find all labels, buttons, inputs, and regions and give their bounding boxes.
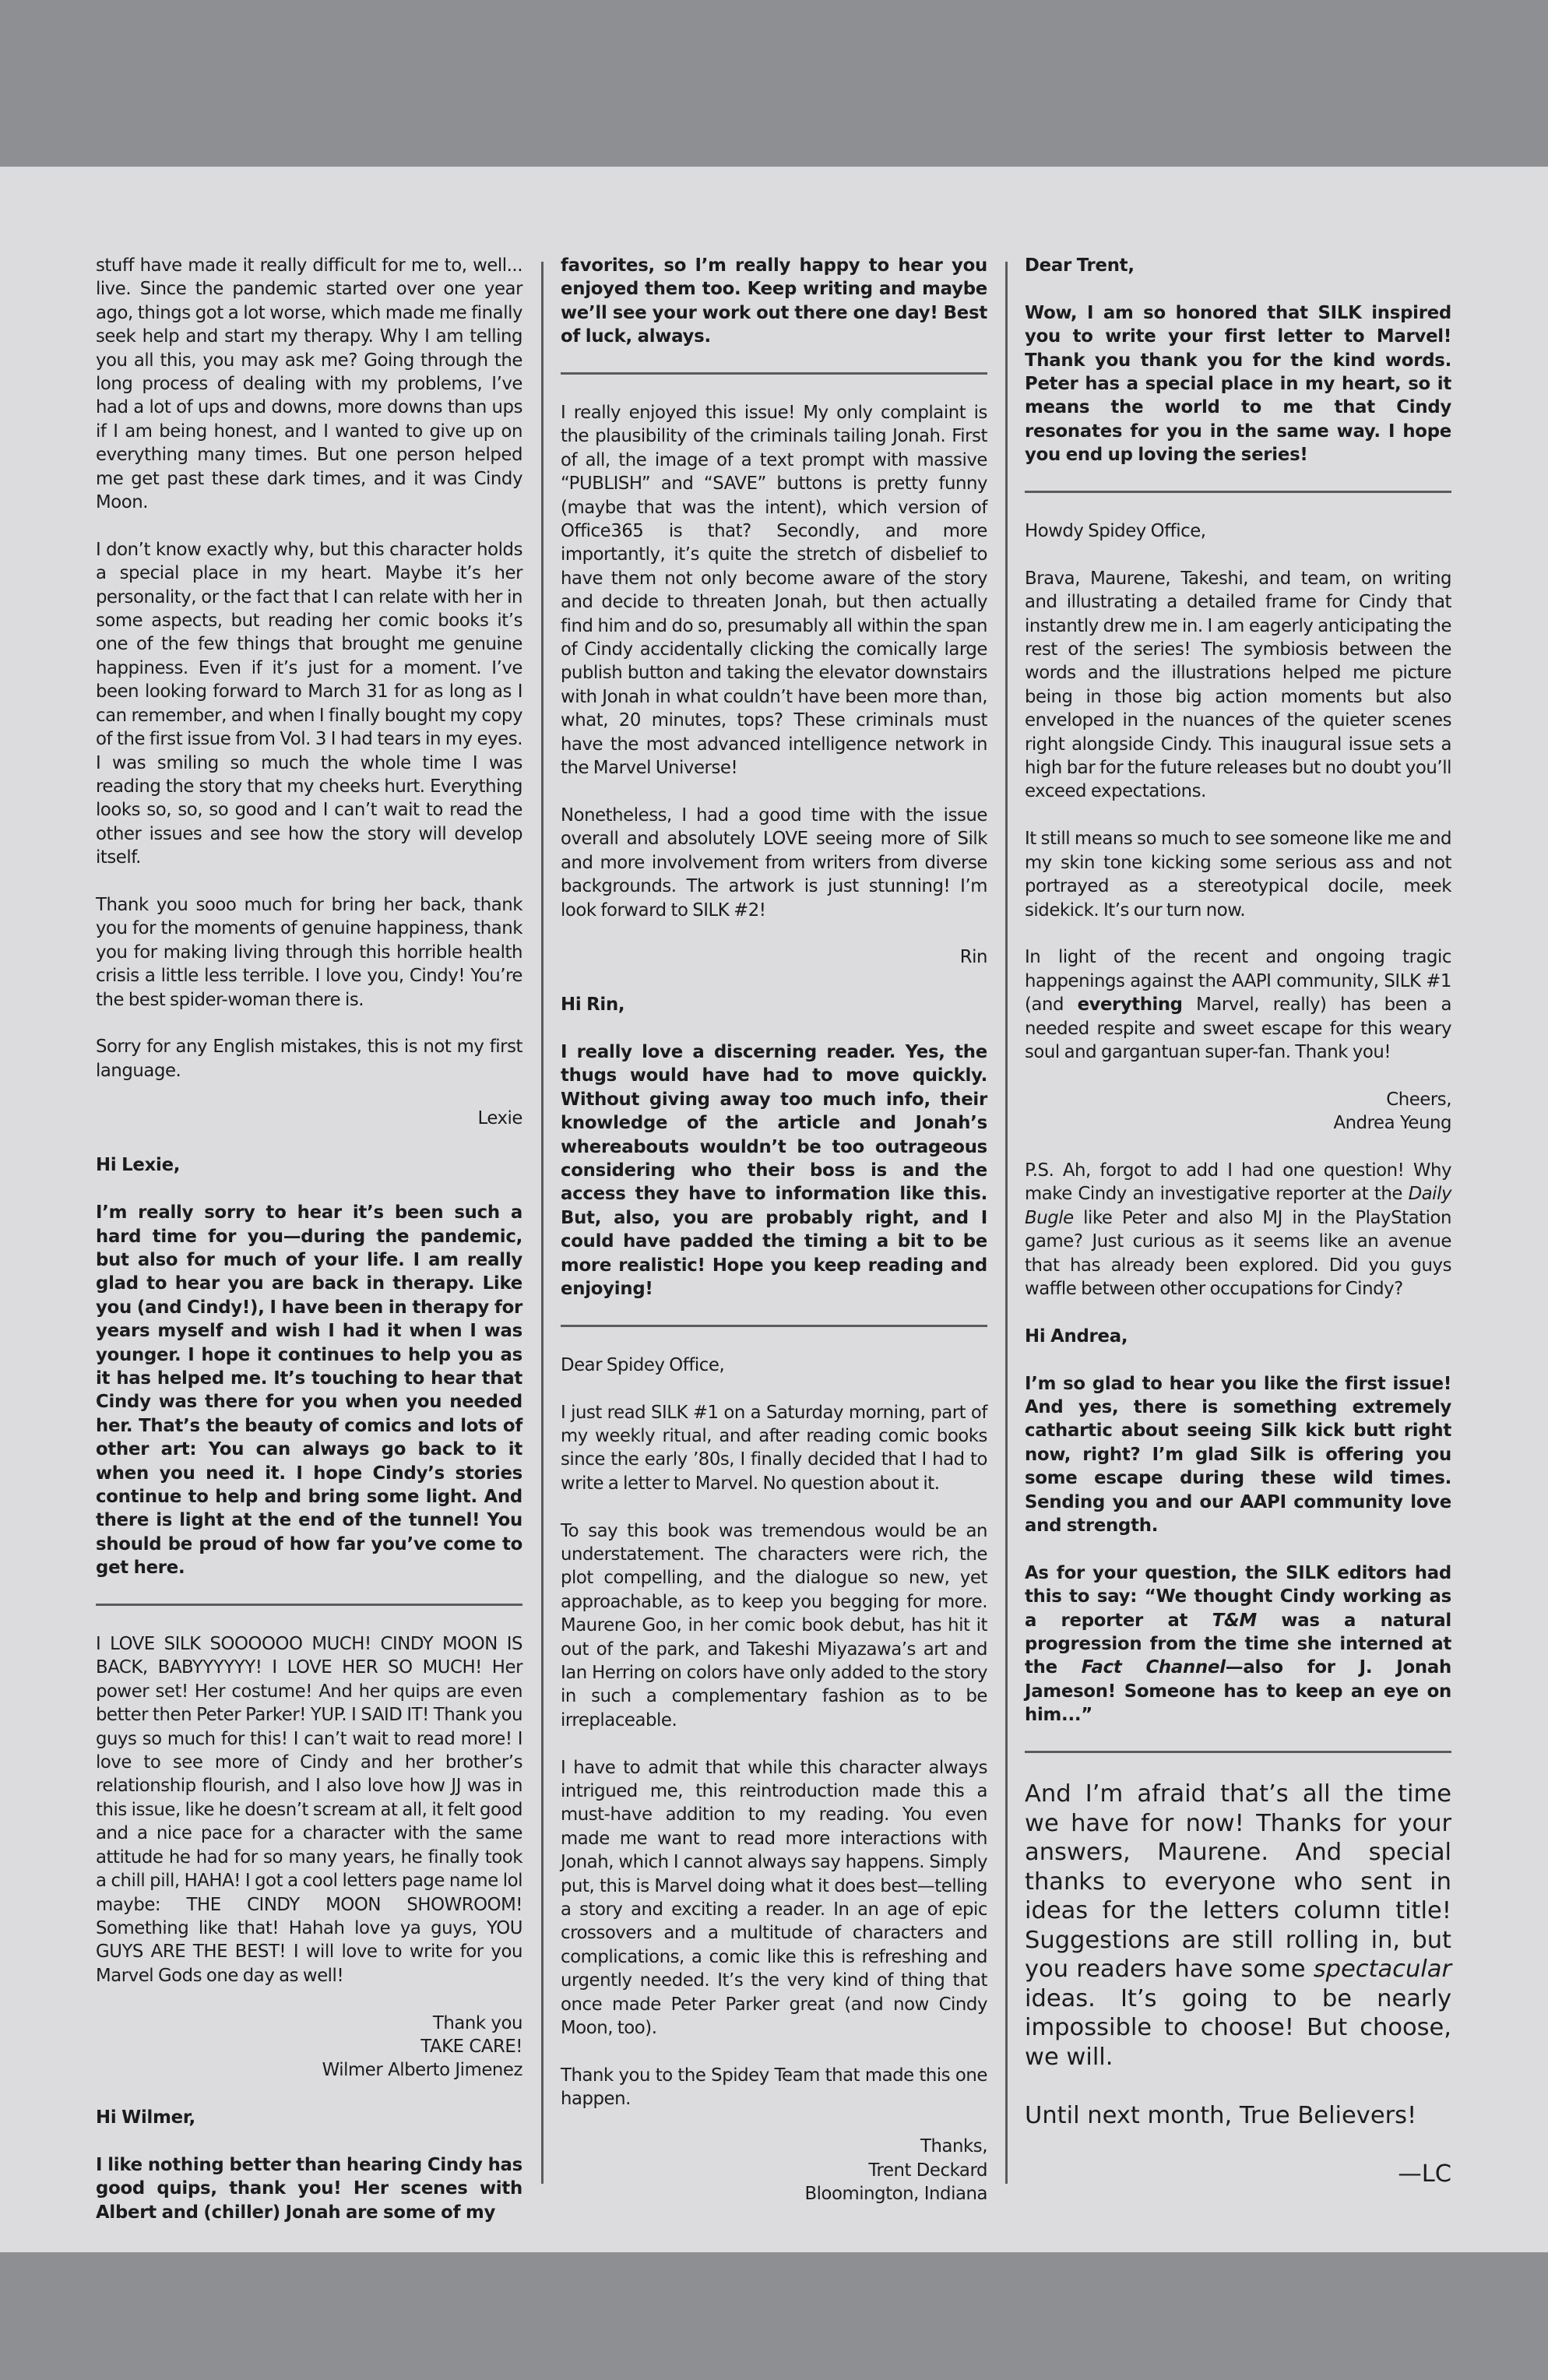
signature-line: Bloomington, Indiana — [804, 2183, 987, 2204]
letter-signature: Lexie — [477, 1107, 522, 1128]
bottom-band — [0, 2252, 1548, 2380]
signature-line: TAKE CARE! — [420, 2036, 522, 2057]
text-run: like Peter and also MJ in the PlayStation game? Just curious as it seems like an avenue that has already been explored. Did you guys waffle between other occupations for Cindy? — [1025, 1207, 1451, 1299]
publication-title: Fact Channel — [1081, 1657, 1226, 1678]
letter-signature: Rin — [959, 947, 987, 968]
letter-paragraph — [1025, 945, 1451, 1064]
section-rule — [561, 1325, 987, 1327]
text-run: was a natural progression from the time she interned at the — [1025, 1610, 1451, 1678]
reply-greeting: Dear Trent, — [1025, 255, 1135, 276]
letter-greeting: Dear Spidey Office, — [561, 1354, 725, 1375]
top-band — [0, 0, 1548, 167]
letter-signature — [561, 2135, 987, 2206]
section-rule — [561, 372, 987, 375]
letter-paragraph: I have to admit that while this character always intrigued me, this reintroduction made this a must-have addition to my reading. You even made me want to read more interactions with Jonah, which I cannot always say happens. Simply put, this is Marvel doing what it does best—telling a story and exciting a reader. In an age of epic crossovers and a multitude of characters and complications, a comic like this is refreshing and urgently needed. It’s the very kind of thing that once made Peter Parker great (and now Cindy Moon, too). — [561, 1757, 987, 2039]
publication-title: T&M — [1212, 1610, 1257, 1631]
letter-paragraph: Sorry for any English mistakes, this is not my first language. — [96, 1037, 522, 1081]
reply-paragraph: I’m really sorry to hear it’s been such a hard time for you—during the pandemic, but also for much of your life. I am really glad to hear you are back in therapy. Like you (and Cindy!), I have been in therapy for years myself and wish I had it when I was younger. I hope it continues to help you as it has helped me. It’s touching to hear that Cindy was there for you when you needed her. That’s the beauty of comics and lots of other art: You can always go back to it when you need it. I hope Cindy’s stories continue to help and bring some light. And there is light at the end of the tunnel! You should be proud of how far you’ve come to get here. — [96, 1202, 522, 1579]
signature-line: Trent Deckard — [868, 2160, 987, 2181]
text-run: Marvel, really) has been a needed respite and sweet escape for this weary soul and gargantuan super-fan. Thank you! — [1025, 995, 1451, 1062]
column-2 — [561, 254, 987, 2204]
signature-line: Andrea Yeung — [1333, 1113, 1451, 1134]
column-divider-1 — [541, 262, 544, 2184]
text-run: P.S. Ah, forgot to add I had one question! Why make Cindy an investigative reporter at the — [1025, 1160, 1451, 1205]
section-rule — [96, 1604, 522, 1606]
column-divider-2 — [1005, 262, 1008, 2184]
letter-signature — [1025, 1088, 1451, 1135]
letter-signature — [96, 2012, 522, 2082]
letter-paragraph: I LOVE SILK SOOOOOO MUCH! CINDY MOON IS BACK, BABYYYYYY! I LOVE HER SO MUCH! Her power set! Her costume! And her quips are even better then Peter Parker! YUP. I SAID IT! Thank you guys so much for this! I can’t wait to read more! I love to see more of Cindy and her brother’s relationship flourish, and I also love how JJ was in this issue, like he doesn’t scream at all, it felt good and a nice pace for a character with the same attitude he had for so many years, he finally took a chill pill, HAHA! I got a cool letters page name lol maybe: THE CINDY MOON SHOWROOM! Something like that! Hahah love ya guys, YOU GUYS ARE THE BEST! I will love to write for you Marvel Gods one day as well! — [96, 1634, 522, 1986]
closing-paragraph: Until next month, True Believers! — [1025, 2101, 1417, 2129]
letter-paragraph: stuff have made it really difficult for me to, well... live. Since the pandemic started over one year ago, things got a lot worse, which made me finally seek help and start my therapy. Why I am telling you all this, you may ask me? Going through the long process of dealing with my problems, I’ve had a lot of ups and downs, more downs than ups if I am being honest, and I wanted to give up on everything many times. But one person helped me get past these dark times, and it was Cindy Moon. — [96, 255, 522, 513]
letter-paragraph: It still means so much to see someone like me and my skin tone kicking some serious ass and not portrayed as a stereotypical docile, meek sidekick. It’s our turn now. — [1025, 829, 1451, 921]
letter-greeting: Howdy Spidey Office, — [1025, 521, 1206, 542]
reply-paragraph: favorites, so I’m really happy to hear you enjoyed them too. Keep writing and maybe we’ll see your work out there one day! Best of luck, always. — [561, 255, 987, 347]
reply-paragraph: I like nothing better than hearing Cindy has good quips, thank you! Her scenes with Albert and (chiller) Jonah are some of my — [96, 2154, 522, 2223]
text-run: —also for J. Jonah Jameson! Someone has to keep an eye on him...” — [1025, 1657, 1451, 1726]
reply-greeting: Hi Wilmer, — [96, 2107, 195, 2128]
letter-paragraph: Thank you sooo much for bring her back, thank you for the moments of genuine happiness, thank you for making living through this horrible health crisis a little less terrible. I love you, Cindy! You’re the best spider-woman there is. — [96, 894, 522, 1010]
section-rule — [1025, 491, 1451, 493]
column-3 — [1025, 254, 1451, 2188]
letter-postscript — [1025, 1159, 1451, 1301]
column-1 — [96, 254, 522, 2223]
signature-line: Thanks, — [920, 2136, 987, 2157]
text-run: As for your question, the SILK editors had this to say: “We thought Cindy working as a reporter at — [1025, 1562, 1451, 1631]
section-rule — [1025, 1751, 1451, 1753]
reply-paragraph: I’m so glad to hear you like the first issue! And yes, there is something extremely cathartic about seeing Silk kick butt right now, right? I’m glad Silk is offering you some escape during these wild times. Sending you and our AAPI community love and strength. — [1025, 1373, 1451, 1536]
letter-paragraph: Thank you to the Spidey Team that made this one happen. — [561, 2065, 987, 2110]
reply-greeting: Hi Andrea, — [1025, 1326, 1128, 1347]
letter-paragraph: I just read SILK #1 on a Saturday morning, part of my weekly ritual, and after reading comic books since the early ’80s, I finally decided that I had to write a letter to Marvel. No question about it. — [561, 1402, 987, 1494]
reply-paragraph: I really love a discerning reader. Yes, the thugs would have had to move quickly. Without giving away too much info, their knowledge of the article and Jonah’s whereabouts wouldn’t be too outrageous considering who their boss is and the access they have to information like this. But, also, you are probably right, and I could have padded the timing a bit to be more realistic! Hope you keep reading and enjoying! — [561, 1041, 987, 1299]
text-run: In light of the recent and ongoing tragic happenings against the AAPI community, SILK #1 (and — [1025, 947, 1451, 1016]
letter-paragraph: I don’t know exactly why, but this character holds a special place in my heart. Maybe it’s her personality, or the fact that I can relate with her in some aspects, but reading her comic books it’s one of the few things that brought me genuine happiness. Even if it’s just for a moment. I’ve been looking forward to March 31 for as long as I can remember, and when I finally bought my copy of the first issue from Vol. 3 I had tears in my eyes. I was smiling so much the whole time I was reading the story that my cheeks hurt. Everything looks so, so, so good and I can’t wait to read the other issues and see how the story will develop itself. — [96, 539, 522, 868]
signature-line: Wilmer Alberto Jimenez — [322, 2060, 522, 2081]
letter-paragraph: Nonetheless, I had a good time with the issue overall and absolutely LOVE seeing more of Silk and more involvement from writers from diverse backgrounds. The artwork is just stunning! I’m look forward to SILK #2! — [561, 804, 987, 921]
letter-paragraph: To say this book was tremendous would be an understatement. The characters were rich, the plot compelling, and the dialogue so new, yet approachable, as to keep you begging for more. Maurene Goo, in her comic book debut, has hit it out of the park, and Takeshi Miyazawa’s art and Ian Herring on colors have only added to the story in such a complementary fashion as to be irreplaceable. — [561, 1520, 987, 1730]
closing-paragraph — [1025, 1780, 1451, 2072]
reply-greeting: Hi Rin, — [561, 995, 625, 1016]
reply-paragraph: Wow, I am so honored that SILK inspired you to write your first letter to Marvel! Thank you thank you for the kind words. Peter has a special place in my heart, so it means the world to me that Cindy resonates for you in the same way. I hope you end up loving the series! — [1025, 302, 1451, 466]
reply-paragraph — [1025, 1561, 1451, 1727]
closing-signature: —LC — [1398, 2160, 1451, 2188]
signature-line: Thank you — [432, 2012, 522, 2033]
text-run: And I’m afraid that’s all the time we have for now! Thanks for your answers, Maurene. And special thanks to everyone who sent in ideas for the letters column title! Suggestions are still rolling in, but you readers have some — [1025, 1780, 1451, 1984]
letter-paragraph: Brava, Maurene, Takeshi, and team, on writing and illustrating a detailed frame for Cindy that instantly drew me in. I am eagerly anticipating the rest of the series! The symbiosis between the words and the illustrations helped me picture being in those big action moments but also enveloped in the nuances of the quieter scenes right alongside Cindy. This inaugural issue sets a high bar for the future releases but no doubt you’ll exceed expectations. — [1025, 568, 1451, 802]
letter-paragraph: I really enjoyed this issue! My only complaint is the plausibility of the criminals tailing Jonah. First of all, the image of a text prompt with massive “PUBLISH” and “SAVE” buttons is pretty funny (maybe that was the intent), which version of Office365 is that? Secondly, and more importantly, it’s quite the stretch of disbelief to have them not only become aware of the story and decide to threaten Jonah, but then actually find him and do so, presumably all within the span of Cindy accidentally clicking the comically large publish button and taking the elevator downstairs with Jonah in what couldn’t have been more than, what, 20 minutes, tops? These criminals must have the most advanced intelligence network in the Marvel Universe! — [561, 403, 987, 779]
reply-greeting: Hi Lexie, — [96, 1155, 181, 1176]
letters-page — [96, 254, 1452, 2223]
publication-title: Daily Bugle — [1025, 1184, 1451, 1228]
emphasis-text: everything — [1077, 995, 1183, 1016]
text-run: ideas. It’s going to be nearly impossible to choose! But choose, we will. — [1025, 1984, 1451, 2071]
emphasis-text: spectacular — [1313, 1956, 1451, 1984]
signature-line: Cheers, — [1386, 1089, 1451, 1110]
